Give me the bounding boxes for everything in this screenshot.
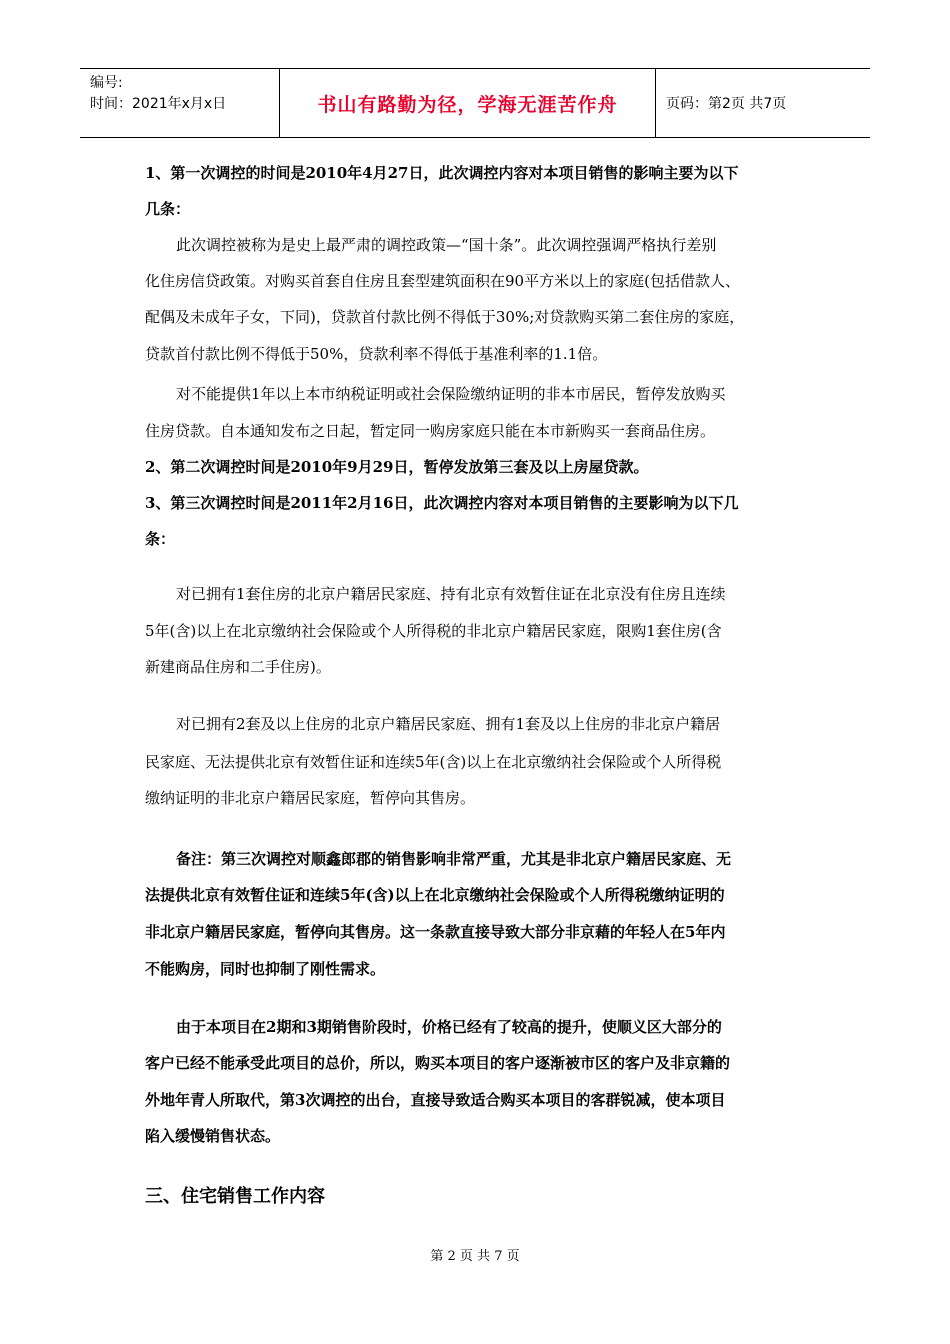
body-line: 5年(含)以上在北京缴纳社会保险或个人所得税的非北京户籍居民家庭，限购1套住房(含 [145,622,722,640]
section-heading: 三、住宅销售工作内容 [145,1186,325,1207]
header-page-info: 页码：第2页 共7页 [666,96,787,112]
body-line: 配偶及未成年子女，下同)，贷款首付款比例不得低于30%;对贷款购买第二套住房的家庭， [145,308,745,326]
body-line: 客户已经不能承受此项目的总价，所以，购买本项目的客户逐渐被市区的客户及非京籍的 [145,1054,731,1072]
note-line: 备注：第三次调控对顺鑫郎郡的销售影响非常严重，尤其是非北京户籍居民家庭、无 [176,850,732,868]
body-line: 几条： [145,200,191,218]
note-line: 法提供北京有效暂住证和连续5年(含)以上在北京缴纳社会保险或个人所得税缴纳证明的 [145,886,725,904]
body-line: 1、第一次调控的时间是2010年4月27日，此次调控内容对本项目销售的影响主要为以下 [145,164,739,182]
body-line: 贷款首付款比例不得低于50%，贷款利率不得低于基准利率的1.1倍。 [145,345,608,363]
body-line: 对已拥有1套住房的北京户籍居民家庭、持有北京有效暂住证在北京没有住房且连续 [176,585,726,603]
body-line: 陷入缓慢销售状态。 [145,1127,281,1145]
header-info-cell [80,69,280,137]
header-motto: 书山有路勤为径，学海无涯苦作舟 [280,69,656,137]
page-footer: 第 2 页 共 7 页 [430,1249,520,1264]
body-line: 对不能提供1年以上本市纳税证明或社会保险缴纳证明的非本市居民，暂停发放购买 [176,385,726,403]
body-line: 此次调控被称为是史上最严肃的调控政策—“国十条”。此次调控强调严格执行差别 [176,236,717,254]
page-header [80,68,870,138]
body-line: 条： [145,530,176,548]
note-line: 不能购房，同时也抑制了刚性需求。 [145,960,386,978]
body-line: 化住房信贷政策。对购买首套自住房且套型建筑面积在90平方米以上的家庭(包括借款人、 [145,272,740,290]
body-line: 外地年青人所取代，第3次调控的出台，直接导致适合购买本项目的客群锐减，使本项目 [145,1091,726,1109]
body-line: 缴纳证明的非北京户籍居民家庭，暂停向其售房。 [145,789,476,807]
body-line: 新建商品住房和二手住房)。 [145,658,331,676]
body-line: 3、第三次调控时间是2011年2月16日，此次调控内容对本项目销售的主要影响为以下几 [145,494,739,512]
body-line: 对已拥有2套及以上住房的北京户籍居民家庭、拥有1套及以上住房的非北京户籍居 [176,715,721,733]
body-line: 由于本项目在2期和3期销售阶段时，价格已经有了较高的提升，使顺义区大部分的 [176,1018,722,1036]
body-line: 住房贷款。自本通知发布之日起，暂定同一购房家庭只能在本市新购买一套商品住房。 [145,422,716,440]
number-label: 编号: [90,75,123,91]
body-line: 民家庭、无法提供北京有效暂住证和连续5年(含)以上在北京缴纳社会保险或个人所得税 [145,753,722,771]
note-line: 非北京户籍居民家庭，暂停向其售房。这一条款直接导致大部分非京藉的年轻人在5年内 [145,923,726,941]
time-label: 时间：2021年x月x日 [90,96,227,112]
body-line: 2、第二次调控时间是2010年9月29日，暂停发放第三套及以上房屋贷款。 [145,458,649,476]
